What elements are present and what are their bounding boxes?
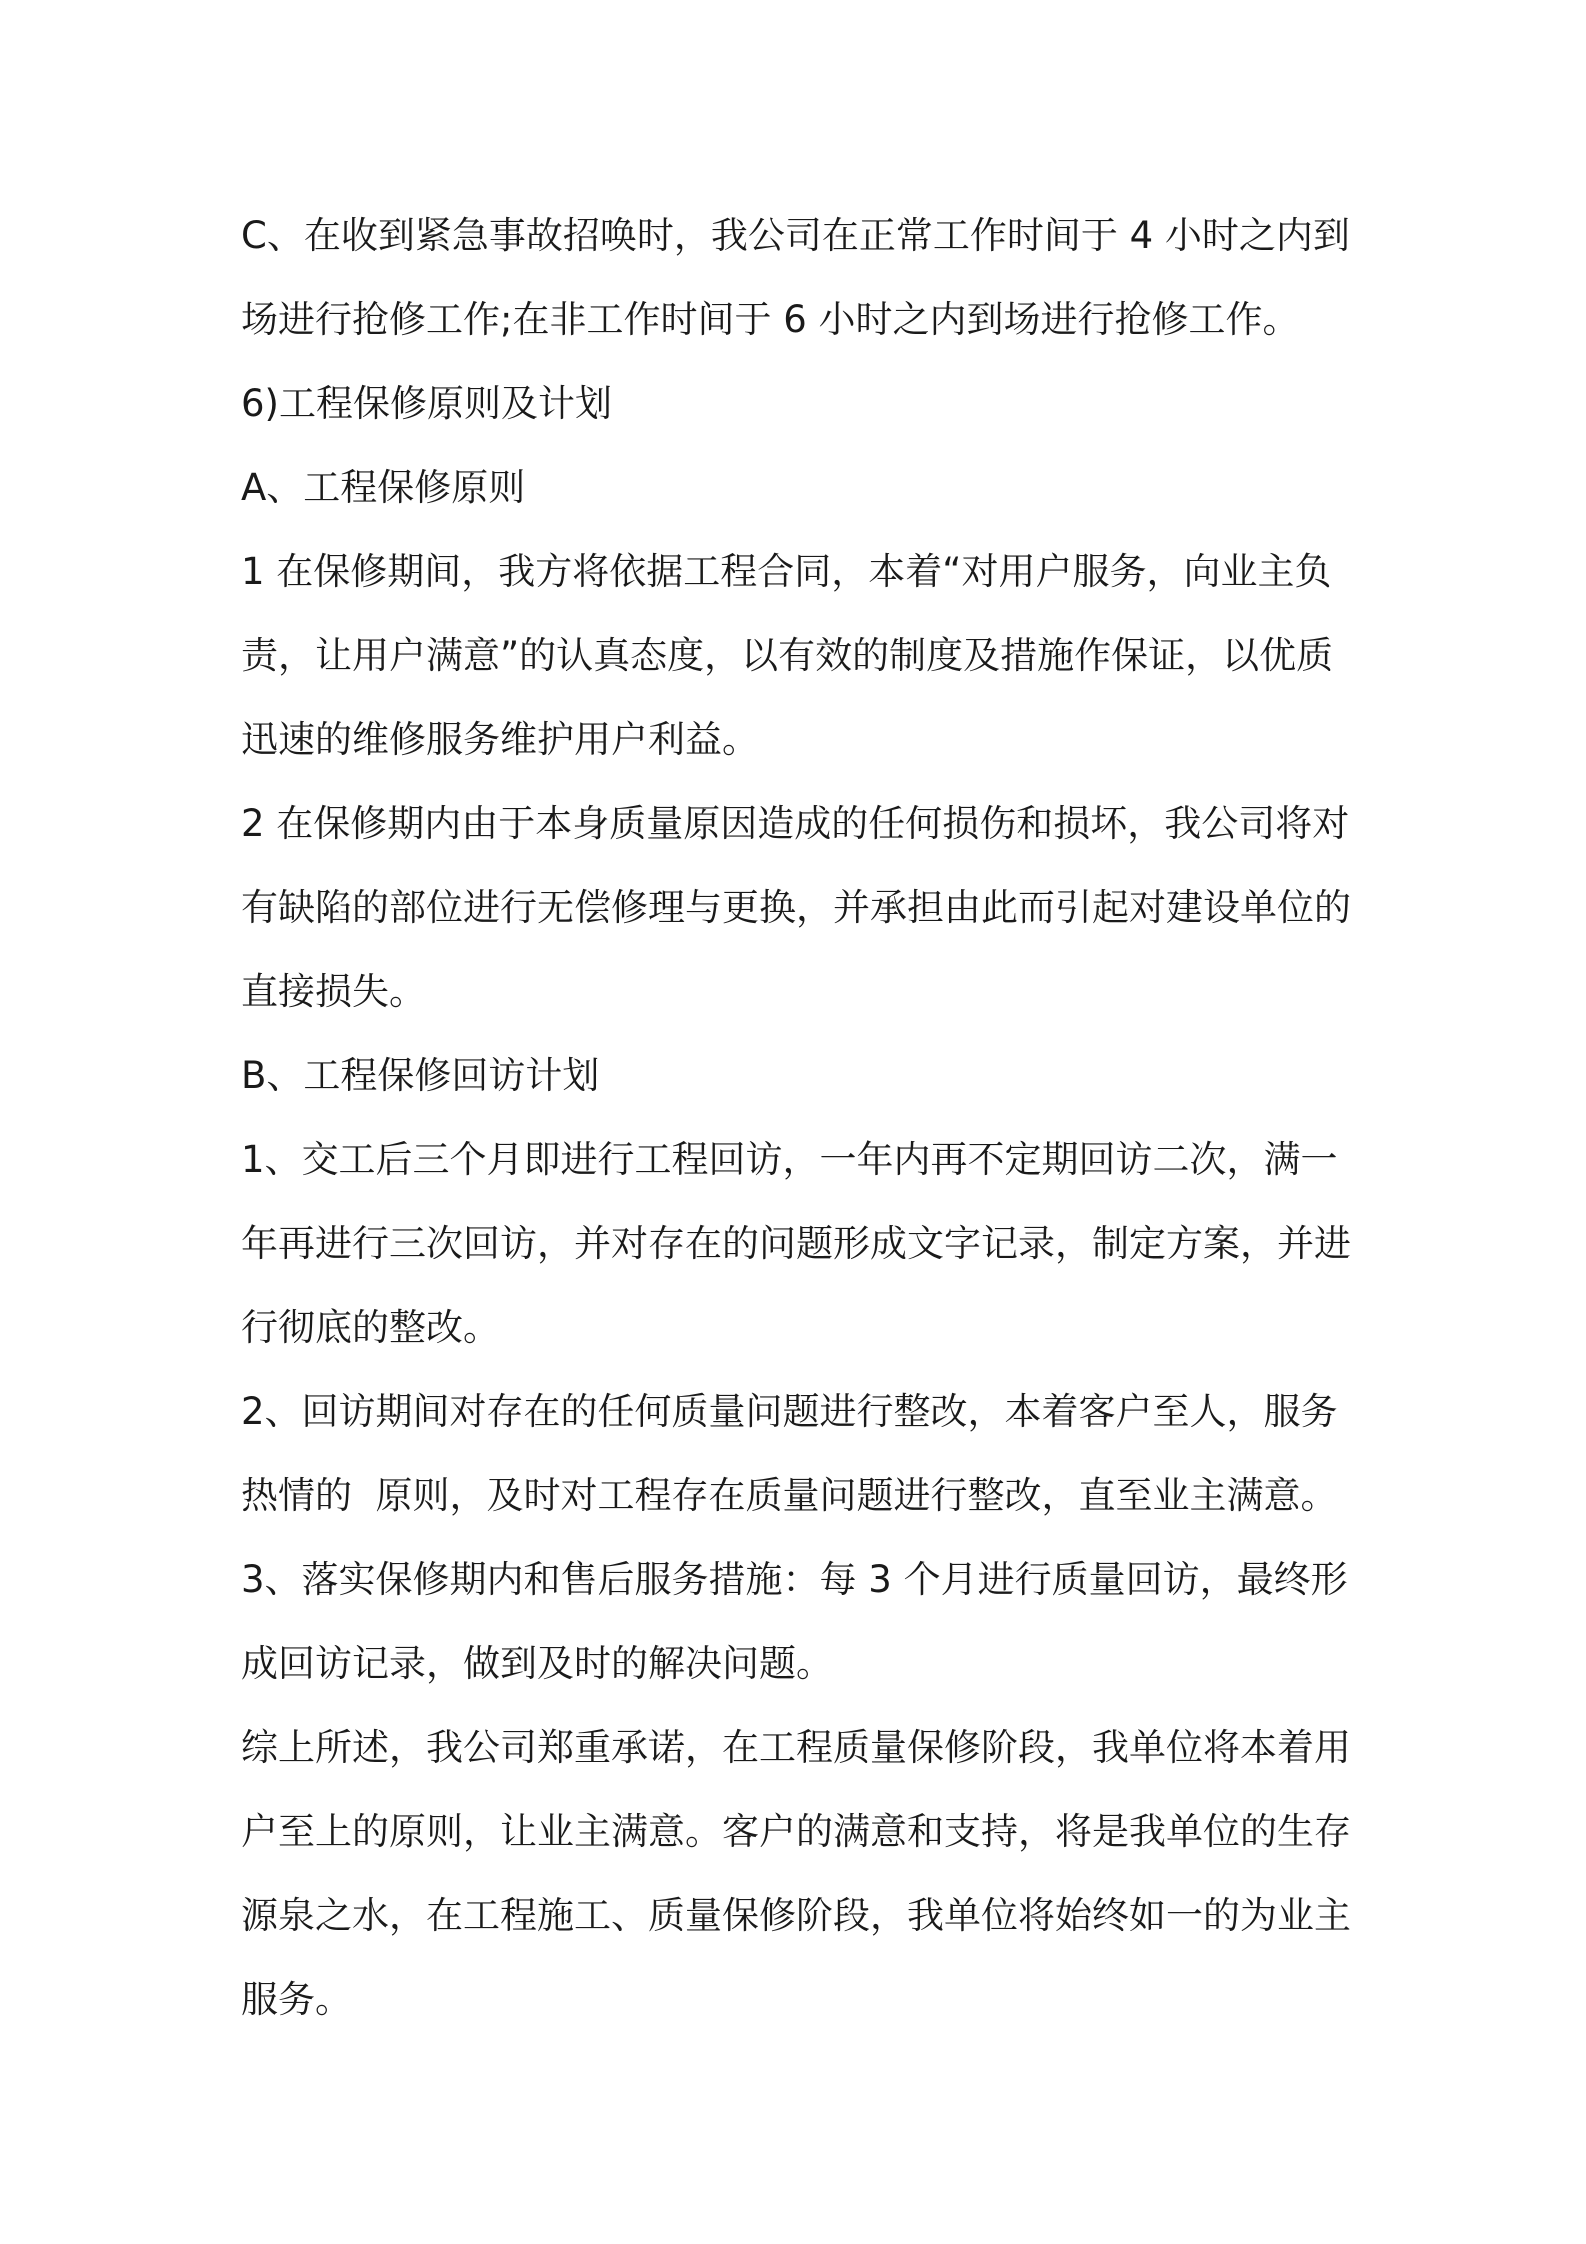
section-heading-warranty-principles-plan: 6)工程保修原则及计划 (241, 382, 612, 425)
paragraph-principle-1: 1 在保修期间，我方将依据工程合同，本着“对用户服务，向业主负责，让用户满意”的认真态度，以有效的制度及措施作保证，以优质迅速的维修服务维护用户利益。 (241, 550, 1334, 761)
paragraph-visit-plan-3: 3、落实保修期内和售后服务措施：每 3 个月进行质量回访，最终形成回访记录，做到及时的解决问题。 (241, 1558, 1348, 1685)
document-body (241, 194, 1361, 2042)
paragraph-conclusion: 综上所述，我公司郑重承诺，在工程质量保修阶段，我单位将本着用户至上的原则，让业主满意。客户的满意和支持，将是我单位的生存源泉之水，在工程施工、质量保修阶段，我单位将始终如一的为业主服务。 (241, 1726, 1351, 2021)
paragraph-visit-plan-2: 2、回访期间对存在的任何质量问题进行整改，本着客户至人，服务热情的 原则，及时对工程存在质量问题进行整改，直至业主满意。 (241, 1390, 1338, 1517)
paragraph-visit-plan-1: 1、交工后三个月即进行工程回访，一年内再不定期回访二次，满一年再进行三次回访，并对存在的问题形成文字记录，制定方案，并进行彻底的整改。 (241, 1138, 1351, 1349)
paragraph-principle-2: 2 在保修期内由于本身质量原因造成的任何损伤和损坏，我公司将对有缺陷的部位进行无偿修理与更换，并承担由此而引起对建设单位的直接损失。 (241, 802, 1351, 1013)
paragraph-emergency-response: C、在收到紧急事故招唤时，我公司在正常工作时间于 4 小时之内到场进行抢修工作;在非工作时间于 6 小时之内到场进行抢修工作。 (241, 214, 1350, 341)
subheading-return-visit-plan: B、工程保修回访计划 (241, 1054, 600, 1097)
subheading-warranty-principles: A、工程保修原则 (241, 466, 526, 509)
